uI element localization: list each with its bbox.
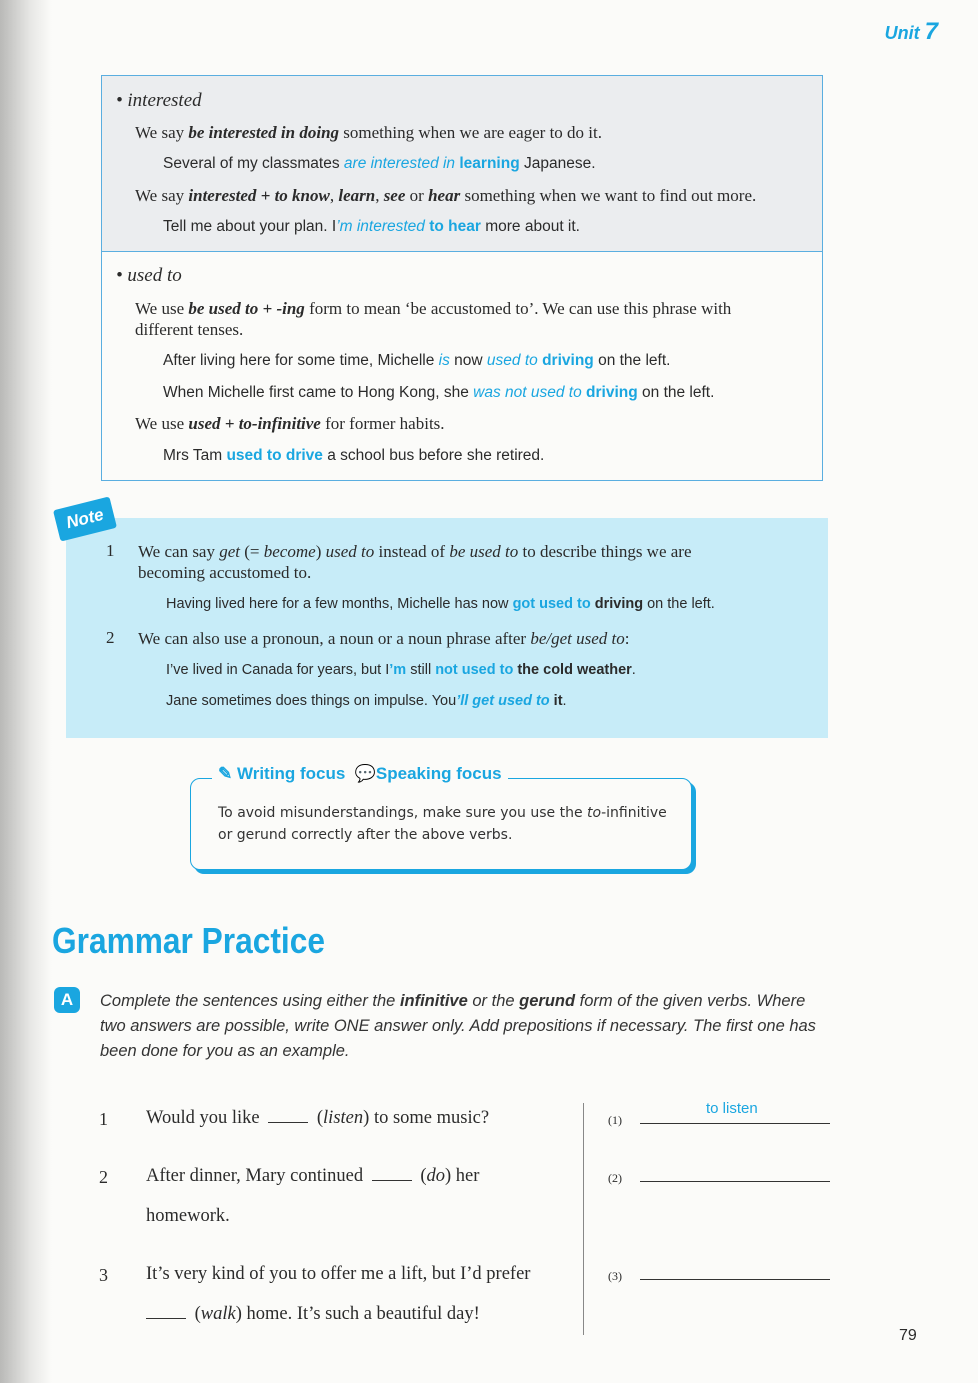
focus-box [190, 778, 692, 870]
answer-line-3[interactable] [640, 1279, 830, 1280]
note-tag: Note [53, 496, 117, 541]
rule-used-to-2: We use used + to-infinitive for former habits. [135, 414, 445, 433]
blank [268, 1122, 308, 1123]
answer-line-2[interactable] [640, 1181, 830, 1182]
answer-number-2: (2) [608, 1171, 622, 1185]
grammar-box-interested [101, 75, 823, 252]
writing-focus-label: Writing focus [236, 764, 346, 783]
page-number: 79 [899, 1327, 917, 1344]
answer-1-value: to listen [706, 1100, 758, 1117]
example-interested-2: Tell me about your plan. I’m interested to hear more about it. [163, 218, 580, 235]
note-point-1: We can say get (= become) used to instead of be used to to describe things we are [138, 542, 692, 561]
heading-text: interested [127, 90, 202, 111]
rule-interested-2: We say interested + to know, learn, see or hear something when we want to find out more. [135, 186, 757, 205]
instruction-line1: Complete the sentences using either the infinitive or the gerund form of the given verbs. Where [100, 992, 806, 1010]
example-interested-1: Several of my classmates are interested in learning Japanese. [163, 155, 596, 172]
question-3: It’s very kind of you to offer me a lift, but I’d prefer [146, 1264, 531, 1284]
answer-line-1[interactable] [640, 1123, 830, 1124]
question-number-2: 2 [99, 1167, 108, 1187]
note-point-2: We can also use a pronoun, a noun or a noun phrase after be/get used to: [138, 629, 630, 648]
instruction-line3: been done for you as an example. [100, 1042, 350, 1060]
note-number-1: 1 [106, 541, 115, 560]
heading-used-to: • used to [116, 265, 182, 286]
question-2: After dinner, Mary continued (do) her [146, 1166, 480, 1186]
instruction-line2: two answers are possible, write ONE answer only. Add prepositions if necessary. The first one has [100, 1017, 816, 1035]
note-example-1: Having lived here for a few months, Michelle has now got used to driving on the left. [166, 596, 715, 612]
question-number-1: 1 [99, 1109, 108, 1129]
focus-text-line2: or gerund correctly after the above verbs. [218, 827, 513, 843]
answer-number-1: (1) [608, 1113, 622, 1127]
speaking-focus-label: Speaking focus [375, 764, 502, 783]
note-example-3: Jane sometimes does things on impulse. You’ll get used to it. [166, 693, 567, 709]
page-binding-shadow [0, 0, 52, 1383]
answer-divider [583, 1103, 584, 1335]
rule-used-to-1-line2: different tenses. [135, 320, 244, 339]
blank [146, 1318, 186, 1319]
rule-interested-1: We say be interested in doing something when we are eager to do it. [135, 123, 602, 142]
focus-title [212, 764, 508, 784]
answer-number-3: (3) [608, 1269, 622, 1283]
pen-icon: ✎ [218, 764, 233, 783]
question-1: Would you like (listen) to some music? [146, 1108, 490, 1128]
note-point-1-line2: becoming accustomed to. [138, 563, 312, 582]
example-used-to-3: Mrs Tam used to drive a school bus before she retired. [163, 447, 545, 464]
speech-bubble-icon: 💬 [354, 764, 376, 783]
question-number-3: 3 [99, 1265, 108, 1285]
example-used-to-1: After living here for some time, Michelle is now used to driving on the left. [163, 352, 671, 369]
unit-text: Unit [884, 23, 920, 43]
heading-interested: • interested [116, 90, 202, 111]
blank [372, 1180, 412, 1181]
note-number-2: 2 [106, 628, 115, 647]
question-2-line2: homework. [146, 1206, 230, 1226]
exercise-badge: A [54, 987, 80, 1013]
unit-number: 7 [924, 18, 938, 45]
unit-label [885, 18, 938, 46]
example-used-to-2: When Michelle first came to Hong Kong, she was not used to driving on the left. [163, 384, 715, 401]
section-title: Grammar Practice [52, 920, 325, 961]
heading-text: used to [127, 265, 182, 286]
rule-used-to-1: We use be used to + -ing form to mean ‘be accustomed to’. We can use this phrase with [135, 299, 732, 318]
note-example-2: I’ve lived in Canada for years, but I’m still not used to the cold weather. [166, 662, 636, 678]
question-3-line2: (walk) home. It’s such a beautiful day! [146, 1304, 480, 1325]
focus-text-line1: To avoid misunderstandings, make sure you use the to-infinitive [218, 805, 667, 821]
grammar-box-used-to [101, 251, 823, 481]
